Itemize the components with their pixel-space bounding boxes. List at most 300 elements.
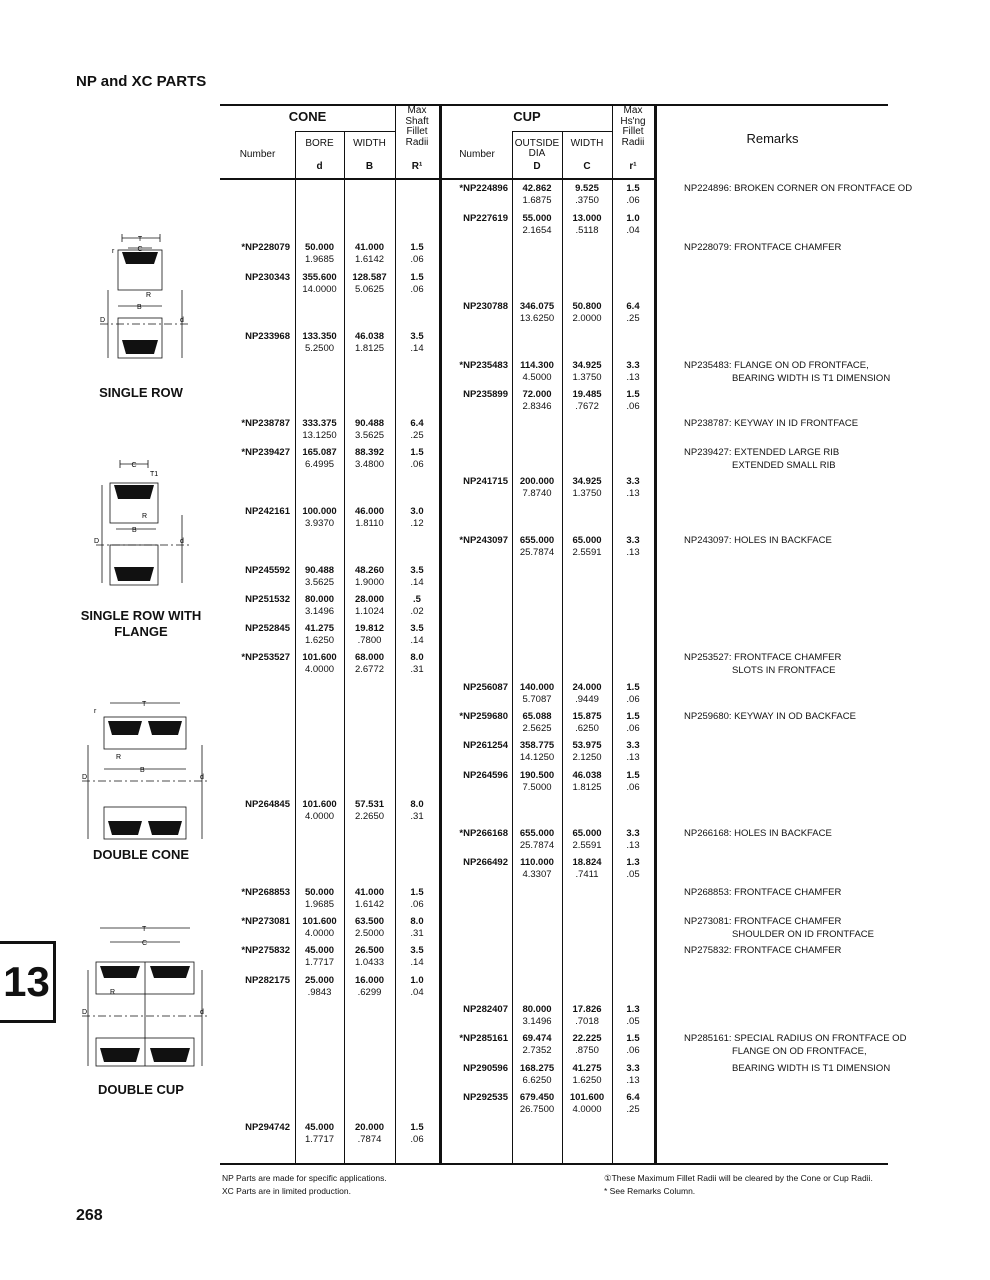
width-value-inch: 2.1250 xyxy=(572,752,602,763)
remark-line: NP266168: HOLES IN BACKFACE xyxy=(684,828,832,839)
width-value-inch: 2.2650 xyxy=(354,811,385,822)
remark-line: NP275832: FRONTFACE CHAMFER xyxy=(684,945,842,956)
diagram-label-c: C xyxy=(142,940,148,947)
width-value-metric: 50.800 xyxy=(572,301,602,312)
single-row-flange-caption: SINGLE ROW WITH FLANGE xyxy=(80,608,202,639)
outside-dia-value-metric: 655.000 xyxy=(519,535,555,546)
part-number: NP242161 xyxy=(245,506,290,517)
bore-value-metric: 355.600 xyxy=(302,272,337,283)
outside-dia-value-inch: 4.5000 xyxy=(522,372,552,383)
remark-text xyxy=(684,446,884,472)
width-value-metric: 57.531 xyxy=(354,799,385,810)
hsng-fillet-value-metric: 1.5 xyxy=(626,183,640,194)
bore-value-metric: 333.375 xyxy=(302,418,337,429)
hsng-fillet-value xyxy=(612,857,654,881)
part-number: *NP273081 xyxy=(241,916,290,927)
diagram-label-d-outer: D xyxy=(82,1009,88,1016)
part-number: *NP235483 xyxy=(459,360,508,371)
width-value-inch: 1.6142 xyxy=(354,254,385,265)
remark-text xyxy=(684,886,884,899)
bore-value-inch: 4.0000 xyxy=(304,811,335,822)
outside-dia-value-metric: 358.775 xyxy=(519,740,555,751)
shaft-fillet-value-inch: .02 xyxy=(410,606,424,617)
outside-dia-value-metric: 42.862 xyxy=(522,183,552,194)
diagram-label-b: B xyxy=(132,527,137,534)
hsng-fillet-value-inch: .06 xyxy=(626,195,640,206)
width-value xyxy=(344,447,395,471)
outside-dia-value-metric: 69.474 xyxy=(522,1033,552,1044)
shaft-fillet-value-inch: .31 xyxy=(410,811,424,822)
double-cone-diagram xyxy=(80,695,210,850)
hsng-fillet-value-inch: .06 xyxy=(626,401,640,412)
width-value-inch: 5.0625 xyxy=(354,284,385,295)
bore-header: BORE xyxy=(305,138,334,149)
width-value xyxy=(562,1033,612,1057)
hsng-fillet-value-inch: .13 xyxy=(626,1075,640,1086)
width-value-inch: .7672 xyxy=(575,401,599,412)
bore-value xyxy=(295,272,344,296)
part-number: *NP266168 xyxy=(459,828,508,839)
hsng-fillet-value xyxy=(612,711,654,735)
bore-value xyxy=(295,331,344,355)
diagram-label-d-outer: D xyxy=(100,317,106,324)
width-value-metric: 19.812 xyxy=(354,623,385,634)
shaft-fillet-value-inch: .04 xyxy=(410,987,424,998)
bore-value-metric: 101.600 xyxy=(302,799,337,810)
width-value-metric: 20.000 xyxy=(354,1122,385,1133)
remark-line: NP268853: FRONTFACE CHAMFER xyxy=(684,887,842,898)
shaft-fillet-value-inch: .31 xyxy=(410,664,424,675)
outside-dia-value xyxy=(512,1063,562,1087)
remark-text xyxy=(684,651,884,677)
hsng-fillet-value xyxy=(612,828,654,852)
bore-value-metric: 100.000 xyxy=(302,506,337,517)
outside-dia-value-metric: 65.088 xyxy=(522,711,552,722)
cone-width-header: WIDTH xyxy=(353,138,386,149)
remark-line: FLANGE ON OD FRONTFACE, xyxy=(732,1046,867,1057)
outside-dia-value-metric: 110.000 xyxy=(520,857,554,868)
parts-table xyxy=(220,104,913,1166)
diagram-label-d-inner: d xyxy=(180,538,184,545)
cone-number-header: Number xyxy=(239,149,276,160)
shaft-fillet-value xyxy=(395,331,439,355)
outside-dia-value xyxy=(512,535,562,559)
diagram-label-t: T xyxy=(142,701,147,708)
hsng-fillet-value-metric: 1.0 xyxy=(626,213,640,224)
shaft-fillet-value-metric: 1.0 xyxy=(410,975,424,986)
bore-value xyxy=(295,799,344,823)
diagram-label-rr: R xyxy=(142,513,148,520)
width-value-inch: 2.5000 xyxy=(354,928,385,939)
part-number: NP227619 xyxy=(463,213,508,224)
width-value-metric: 46.038 xyxy=(354,331,385,342)
remark-text xyxy=(684,1032,907,1058)
part-number: NP245592 xyxy=(245,565,290,576)
shaft-fillet-value-inch: .25 xyxy=(410,430,424,441)
diagram-label-rr: R xyxy=(146,292,152,299)
remark-line: SHOULDER ON ID FRONTFACE xyxy=(732,929,874,940)
hsng-fillet-value xyxy=(612,740,654,764)
diagram-label-c: C xyxy=(131,462,137,469)
outside-dia-value-inch: 13.6250 xyxy=(519,313,555,324)
single-row-bearing-icon xyxy=(90,230,200,375)
max-shaft-fillet-header: Max Shaft Fillet Radii xyxy=(405,105,429,148)
remark-line: SLOTS IN FRONTFACE xyxy=(732,665,836,676)
header-bottom-rule xyxy=(220,178,654,180)
shaft-fillet-value xyxy=(395,799,439,823)
width-value xyxy=(562,1004,612,1028)
footnote-xc-parts: XC Parts are in limited production. xyxy=(222,1186,351,1196)
width-value xyxy=(562,535,612,559)
width-value-inch: .7411 xyxy=(575,869,599,880)
bore-value-inch: 4.0000 xyxy=(304,664,335,675)
shaft-fillet-value-metric: 3.0 xyxy=(410,506,424,517)
cone-subheader-rule xyxy=(295,131,395,132)
bore-value-inch: 1.6250 xyxy=(304,635,335,646)
single-row-flange-bearing-icon xyxy=(90,455,200,600)
hsng-fillet-value xyxy=(612,1033,654,1057)
bore-value-inch: 1.9685 xyxy=(304,899,335,910)
width-value xyxy=(344,652,395,676)
part-number: NP251532 xyxy=(245,594,290,605)
width-value-metric: 41.000 xyxy=(354,887,385,898)
width-value-metric: 41.000 xyxy=(354,242,385,253)
width-value-inch: 1.8125 xyxy=(572,782,602,793)
remark-text xyxy=(684,417,884,430)
width-value-inch: 1.6142 xyxy=(354,899,385,910)
remark-line: NP228079: FRONTFACE CHAMFER xyxy=(684,242,842,253)
width-value xyxy=(344,1122,395,1146)
bore-value-metric: 41.275 xyxy=(304,623,335,634)
shaft-fillet-value-metric: 3.5 xyxy=(410,945,424,956)
hsng-fillet-value-inch: .06 xyxy=(626,694,640,705)
diagram-label-c: C xyxy=(137,246,143,253)
outside-dia-value-metric: 679.450 xyxy=(519,1092,555,1103)
bore-value-inch: 1.9685 xyxy=(304,254,335,265)
hsng-fillet-value xyxy=(612,360,654,384)
double-cone-bearing-icon xyxy=(80,695,210,845)
width-value xyxy=(562,682,612,706)
hsng-fillet-value-inch: .13 xyxy=(626,547,640,558)
remarks-header: Remarks xyxy=(746,131,799,146)
width-value-metric: 65.000 xyxy=(572,828,602,839)
bore-value xyxy=(295,594,344,618)
width-value-metric: 41.275 xyxy=(572,1063,602,1074)
part-number: *NP268853 xyxy=(241,887,290,898)
remark-text xyxy=(684,182,913,195)
outside-dia-value-metric: 200.000 xyxy=(519,476,555,487)
bore-value xyxy=(295,623,344,647)
outside-dia-value-metric: 140.000 xyxy=(519,682,555,693)
width-value xyxy=(562,1063,612,1087)
hsng-fillet-value xyxy=(612,1092,654,1116)
part-number: NP233968 xyxy=(245,331,290,342)
shaft-fillet-value-metric: 8.0 xyxy=(410,916,424,927)
width-value-inch: 1.0433 xyxy=(354,957,385,968)
hsng-fillet-value-metric: 3.3 xyxy=(626,360,640,371)
width-value-inch: .5118 xyxy=(575,225,599,236)
footnotes-right xyxy=(604,1172,873,1198)
width-value xyxy=(344,975,395,999)
shaft-fillet-value-metric: 8.0 xyxy=(410,799,424,810)
width-value-inch: .6299 xyxy=(357,987,382,998)
hsng-fillet-value-inch: .04 xyxy=(626,225,640,236)
diagram-label-b: B xyxy=(137,304,142,311)
width-value xyxy=(562,1092,612,1116)
width-value-inch: .8750 xyxy=(575,1045,599,1056)
outside-dia-value-inch: 1.6875 xyxy=(522,195,552,206)
remark-line: NP243097: HOLES IN BACKFACE xyxy=(684,535,832,546)
width-value-inch: 2.6772 xyxy=(354,664,385,675)
part-number: NP235899 xyxy=(463,389,508,400)
part-number: *NP253527 xyxy=(241,652,290,663)
width-value xyxy=(344,506,395,530)
od-symbol: D xyxy=(533,161,541,172)
diagram-label-b: B xyxy=(140,767,145,774)
remark-text xyxy=(684,710,884,723)
width-value-metric: 46.038 xyxy=(572,770,602,781)
diagram-label-t: T xyxy=(137,236,143,243)
single-row-flange-diagram xyxy=(90,455,200,605)
hsng-fillet-value xyxy=(612,682,654,706)
shaft-fillet-value-inch: .14 xyxy=(410,577,424,588)
bore-value xyxy=(295,916,344,940)
width-value-metric: 101.600 xyxy=(569,1092,605,1103)
remark-line: NP235483: FLANGE ON OD FRONTFACE, xyxy=(684,360,869,371)
part-number: NP252845 xyxy=(245,623,290,634)
bore-value-metric: 133.350 xyxy=(302,331,337,342)
hsng-fillet-value-inch: .06 xyxy=(626,782,640,793)
bore-value-inch: 1.7717 xyxy=(304,1134,335,1145)
diagram-label-d-inner: d xyxy=(200,1009,204,1016)
width-value-inch: 3.4800 xyxy=(354,459,385,470)
width-value-metric: 46.000 xyxy=(354,506,385,517)
shaft-fillet-value-metric: 6.4 xyxy=(410,418,424,429)
double-cup-diagram xyxy=(80,920,210,1075)
remark-line: NP259680: KEYWAY IN OD BACKFACE xyxy=(684,711,856,722)
outside-dia-value xyxy=(512,682,562,706)
bore-value-metric: 25.000 xyxy=(304,975,335,986)
bore-value-inch: 3.9370 xyxy=(304,518,335,529)
outside-dia-value xyxy=(512,389,562,413)
shaft-fillet-value-inch: .06 xyxy=(410,1134,424,1145)
outside-dia-value-metric: 346.075 xyxy=(519,301,555,312)
outside-dia-value-inch: 25.7874 xyxy=(519,840,555,851)
hsng-fillet-value-metric: 1.5 xyxy=(626,711,640,722)
outside-dia-value xyxy=(512,1033,562,1057)
bore-value-inch: 3.5625 xyxy=(304,577,335,588)
hsng-fillet-value xyxy=(612,770,654,794)
diagram-label-r: r xyxy=(112,248,115,255)
width-value-inch: .7800 xyxy=(357,635,382,646)
remark-text xyxy=(684,915,884,941)
bore-value xyxy=(295,242,344,266)
width-value-inch: 3.5625 xyxy=(354,430,385,441)
width-value-metric: 26.500 xyxy=(354,945,385,956)
double-cup-caption: DOUBLE CUP xyxy=(98,1082,184,1097)
outside-dia-value-inch: 25.7874 xyxy=(519,547,555,558)
bore-value xyxy=(295,887,344,911)
cup-width-symbol: C xyxy=(583,161,591,172)
remark-line: BEARING WIDTH IS T1 DIMENSION xyxy=(732,1063,891,1074)
width-value xyxy=(344,272,395,296)
footnote-np-parts: NP Parts are made for specific applications. xyxy=(222,1173,387,1183)
width-value xyxy=(344,916,395,940)
hsng-fillet-value-metric: 1.5 xyxy=(626,389,640,400)
diagram-label-d-outer: D xyxy=(94,538,100,545)
hsng-fillet-value-inch: .06 xyxy=(626,1045,640,1056)
remark-line: NP253527: FRONTFACE CHAMFER xyxy=(684,652,842,663)
outside-dia-value xyxy=(512,740,562,764)
hsng-fillet-value-metric: 6.4 xyxy=(626,1092,640,1103)
cup-width-header: WIDTH xyxy=(570,138,604,149)
shaft-fillet-value-metric: 1.5 xyxy=(410,1122,424,1133)
remark-text xyxy=(684,359,891,385)
remark-text xyxy=(684,827,884,840)
shaft-fillet-value-metric: 3.5 xyxy=(410,565,424,576)
hsng-fillet-value-metric: 3.3 xyxy=(626,740,640,751)
width-value-metric: 68.000 xyxy=(354,652,385,663)
bore-value xyxy=(295,506,344,530)
shaft-fillet-value-metric: 1.5 xyxy=(410,447,424,458)
remark-line: BEARING WIDTH IS T1 DIMENSION xyxy=(732,373,891,384)
width-value xyxy=(562,183,612,207)
hsng-fillet-value-metric: 1.3 xyxy=(626,857,640,868)
bore-value-metric: 90.488 xyxy=(304,565,335,576)
width-value xyxy=(562,828,612,852)
shaft-fillet-value xyxy=(395,418,439,442)
width-value-metric: 19.485 xyxy=(572,389,602,400)
hsng-fillet-value xyxy=(612,301,654,325)
hsng-fillet-value-inch: .13 xyxy=(626,840,640,851)
double-cone-caption: DOUBLE CONE xyxy=(92,847,190,862)
outside-dia-value xyxy=(512,857,562,881)
shaft-fillet-value-inch: .31 xyxy=(410,928,424,939)
bore-value-inch: 5.2500 xyxy=(304,343,335,354)
outside-dia-value-metric: 655.000 xyxy=(519,828,555,839)
width-value-metric: 88.392 xyxy=(354,447,385,458)
hsng-fillet-value xyxy=(612,183,654,207)
part-number: NP290596 xyxy=(463,1063,508,1074)
cup-number-header: Number xyxy=(459,149,495,160)
part-number: NP266492 xyxy=(463,857,508,868)
hsng-fillet-value-inch: .25 xyxy=(626,313,640,324)
part-number: *NP228079 xyxy=(241,242,290,253)
part-number: NP264596 xyxy=(463,770,508,781)
width-value-inch: .9449 xyxy=(575,694,599,705)
width-value-metric: 63.500 xyxy=(354,916,385,927)
width-value-inch: .3750 xyxy=(575,195,599,206)
bore-value-inch: 3.1496 xyxy=(304,606,335,617)
width-value-metric: 65.000 xyxy=(572,535,602,546)
hsng-fillet-value-metric: 1.5 xyxy=(626,1033,640,1044)
part-number: *NP224896 xyxy=(459,183,508,194)
hsng-fillet-value-metric: 1.5 xyxy=(626,770,640,781)
part-number: NP261254 xyxy=(463,740,508,751)
outside-dia-value-inch: 7.5000 xyxy=(522,782,552,793)
remark-line: NP273081: FRONTFACE CHAMFER xyxy=(684,916,842,927)
width-value-inch: 1.3750 xyxy=(572,488,602,499)
width-value-metric: 34.925 xyxy=(572,476,602,487)
outside-dia-value xyxy=(512,476,562,500)
outside-dia-value-inch: 14.1250 xyxy=(519,752,555,763)
outside-dia-value xyxy=(512,770,562,794)
width-value xyxy=(562,360,612,384)
width-value xyxy=(344,594,395,618)
shaft-fillet-value-metric: 3.5 xyxy=(410,331,424,342)
part-number: *NP239427 xyxy=(241,447,290,458)
part-number: *NP275832 xyxy=(241,945,290,956)
width-value-metric: 34.925 xyxy=(572,360,602,371)
diagram-label-r: r xyxy=(94,708,97,715)
outside-dia-value-inch: 5.7087 xyxy=(522,694,552,705)
cone-width-symbol: B xyxy=(365,161,374,172)
outside-dia-value-inch: 3.1496 xyxy=(522,1016,552,1027)
single-row-diagram xyxy=(90,230,200,380)
width-value xyxy=(344,799,395,823)
part-number: NP282407 xyxy=(463,1004,508,1015)
outside-dia-value xyxy=(512,301,562,325)
remark-line: NP238787: KEYWAY IN ID FRONTFACE xyxy=(684,418,859,429)
shaft-fillet-value-inch: .06 xyxy=(410,254,424,265)
bore-value-metric: 45.000 xyxy=(304,1122,335,1133)
part-number: *NP285161 xyxy=(459,1033,508,1044)
width-value xyxy=(344,565,395,589)
cup-header: CUP xyxy=(513,109,541,124)
hsng-fillet-value-inch: .13 xyxy=(626,488,640,499)
shaft-fillet-value xyxy=(395,916,439,940)
width-value-metric: 9.525 xyxy=(575,183,599,194)
hsng-fillet-value-metric: 3.3 xyxy=(626,1063,640,1074)
outside-dia-value xyxy=(512,1092,562,1116)
outside-dia-value xyxy=(512,360,562,384)
part-number: *NP243097 xyxy=(459,535,508,546)
hsng-fillet-value xyxy=(612,476,654,500)
hsng-fillet-value-inch: .05 xyxy=(626,1016,640,1027)
width-value-inch: 1.8110 xyxy=(355,518,384,529)
outside-dia-header: OUTSIDE DIA xyxy=(514,138,560,159)
bore-value-inch: .9843 xyxy=(307,987,332,998)
hsng-fillet-value-inch: .06 xyxy=(626,723,640,734)
shaft-fillet-value-inch: .14 xyxy=(410,343,424,354)
remark-text xyxy=(684,534,884,547)
part-number: NP230788 xyxy=(463,301,508,312)
outside-dia-value-inch: 2.8346 xyxy=(522,401,552,412)
outside-dia-value-metric: 114.300 xyxy=(520,360,554,371)
width-value-inch: 1.8125 xyxy=(354,343,385,354)
bore-value xyxy=(295,418,344,442)
bore-value-inch: 13.1250 xyxy=(302,430,337,441)
hsng-fillet-value-metric: 1.5 xyxy=(626,682,640,693)
outside-dia-value-inch: 4.3307 xyxy=(522,869,552,880)
width-value-metric: 13.000 xyxy=(572,213,602,224)
shaft-fillet-value-metric: 1.5 xyxy=(410,887,424,898)
width-value-inch: .7018 xyxy=(575,1016,599,1027)
hsng-fillet-value xyxy=(612,1063,654,1087)
width-value-inch: 1.1024 xyxy=(354,606,385,617)
shaft-fillet-value xyxy=(395,975,439,999)
diagram-label-t: T xyxy=(142,926,147,933)
bore-value xyxy=(295,565,344,589)
footnotes-left xyxy=(222,1172,387,1198)
width-value xyxy=(344,623,395,647)
shaft-fillet-value xyxy=(395,945,439,969)
width-value-metric: 17.826 xyxy=(572,1004,602,1015)
outside-dia-value-metric: 190.500 xyxy=(519,770,555,781)
single-row-caption: SINGLE ROW xyxy=(99,385,183,400)
shaft-fillet-value-metric: .5 xyxy=(413,594,421,605)
shaft-fillet-value xyxy=(395,887,439,911)
